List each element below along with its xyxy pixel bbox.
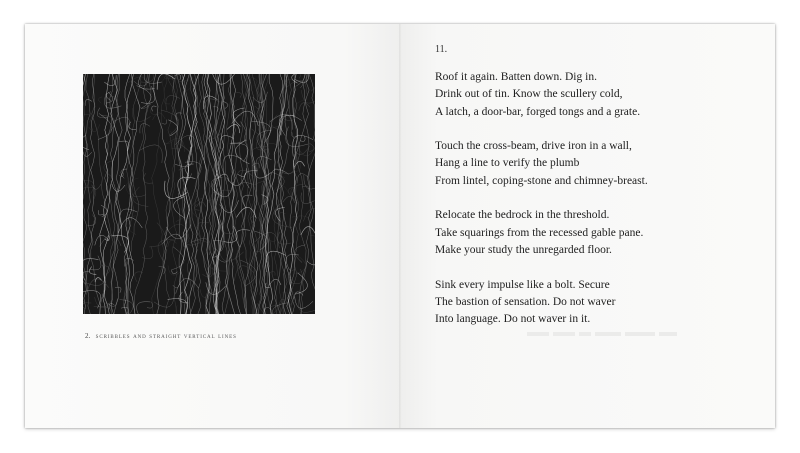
book-gutter bbox=[399, 24, 401, 428]
figure-caption bbox=[85, 332, 237, 340]
poem-line: Sink every impulse like a bolt. Secure bbox=[435, 278, 610, 291]
poem-line: Relocate the bedrock in the threshold. bbox=[435, 209, 610, 222]
poem-line: Hang a line to verify the plumb bbox=[435, 157, 580, 170]
poem-stanza bbox=[435, 207, 735, 259]
scribble-drawing-icon bbox=[83, 74, 315, 314]
poem bbox=[435, 69, 735, 328]
poem-line: The bastion of sensation. Do not waver bbox=[435, 295, 616, 308]
poem-line: A latch, a door-bar, forged tongs and a grate. bbox=[435, 105, 641, 118]
show-through-ghost-icon bbox=[527, 331, 677, 337]
caption-text: scribbles and straight vertical lines bbox=[95, 332, 237, 340]
poem-stanza bbox=[435, 138, 735, 190]
caption-number: 2. bbox=[85, 332, 91, 340]
poem-stanza bbox=[435, 69, 735, 121]
scribble-drawing bbox=[83, 74, 315, 314]
poem-line: Into language. Do not waver in it. bbox=[435, 313, 591, 326]
poem-stanza bbox=[435, 277, 735, 329]
page-number: 11. bbox=[435, 44, 448, 55]
poem-line: Make your study the unregarded floor. bbox=[435, 243, 612, 256]
poem-line: Drink out of tin. Know the scullery cold, bbox=[435, 88, 623, 101]
poem-line: Take squarings from the recessed gable pane. bbox=[435, 226, 644, 239]
poem-line: From lintel, coping-stone and chimney-breast. bbox=[435, 174, 648, 187]
poem-line: Touch the cross-beam, drive iron in a wall, bbox=[435, 140, 632, 153]
poem-line: Roof it again. Batten down. Dig in. bbox=[435, 71, 597, 83]
show-through-ghost bbox=[527, 331, 677, 339]
